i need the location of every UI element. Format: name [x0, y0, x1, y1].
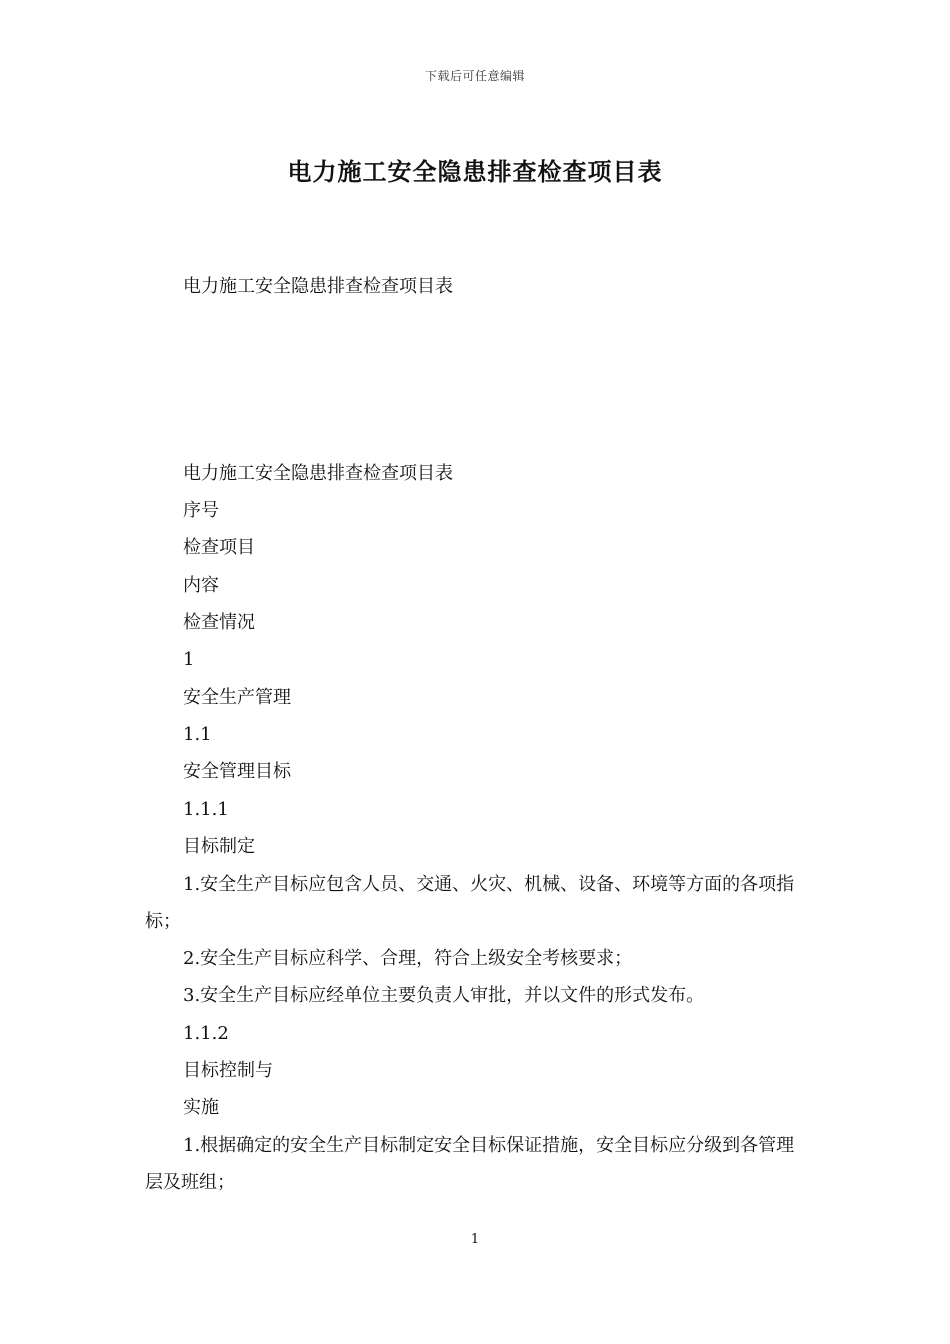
paragraph-goal-item-3: 3.安全生产目标应经单位主要负责人审批，并以文件的形式发布。: [183, 985, 705, 1006]
paragraph-num-1: 1: [183, 649, 195, 670]
paragraph-goal-control: 目标控制与: [183, 1060, 273, 1081]
header-note: 下载后可任意编辑: [424, 69, 525, 83]
paragraph-intro-title: 电力施工安全隐患排查检查项目表: [183, 276, 453, 297]
paragraph-control-item-1: 1.根据确定的安全生产目标制定安全目标保证措施，安全目标应分级到各管理层及班组；: [145, 1135, 795, 1193]
paragraph-goal-item-1: 1.安全生产目标应包含人员、交通、火灾、机械、设备、环境等方面的各项指标；: [145, 874, 795, 932]
paragraph-safety-goals: 安全管理目标: [183, 761, 291, 782]
paragraph-col-status: 检查情况: [183, 612, 255, 633]
paragraph-table-title: 电力施工安全隐患排查检查项目表: [183, 463, 453, 484]
paragraph-num-1-1-2: 1.1.2: [183, 1023, 229, 1044]
paragraph-num-1-1: 1.1: [183, 724, 212, 745]
paragraph-goal-setting: 目标制定: [183, 836, 255, 857]
paragraph-safety-management: 安全生产管理: [183, 687, 291, 708]
paragraph-col-item: 检查项目: [183, 537, 255, 558]
paragraph-implementation: 实施: [183, 1097, 219, 1118]
document-title: 电力施工安全隐患排查检查项目表: [287, 157, 663, 186]
page-number: 1: [470, 1232, 480, 1247]
document-body: [145, 0, 810, 1344]
paragraph-col-content: 内容: [183, 575, 219, 596]
paragraph-goal-item-2: 2.安全生产目标应科学、合理，符合上级安全考核要求；: [183, 948, 633, 969]
paragraph-num-1-1-1: 1.1.1: [183, 799, 229, 820]
paragraph-col-seq: 序号: [183, 500, 219, 521]
